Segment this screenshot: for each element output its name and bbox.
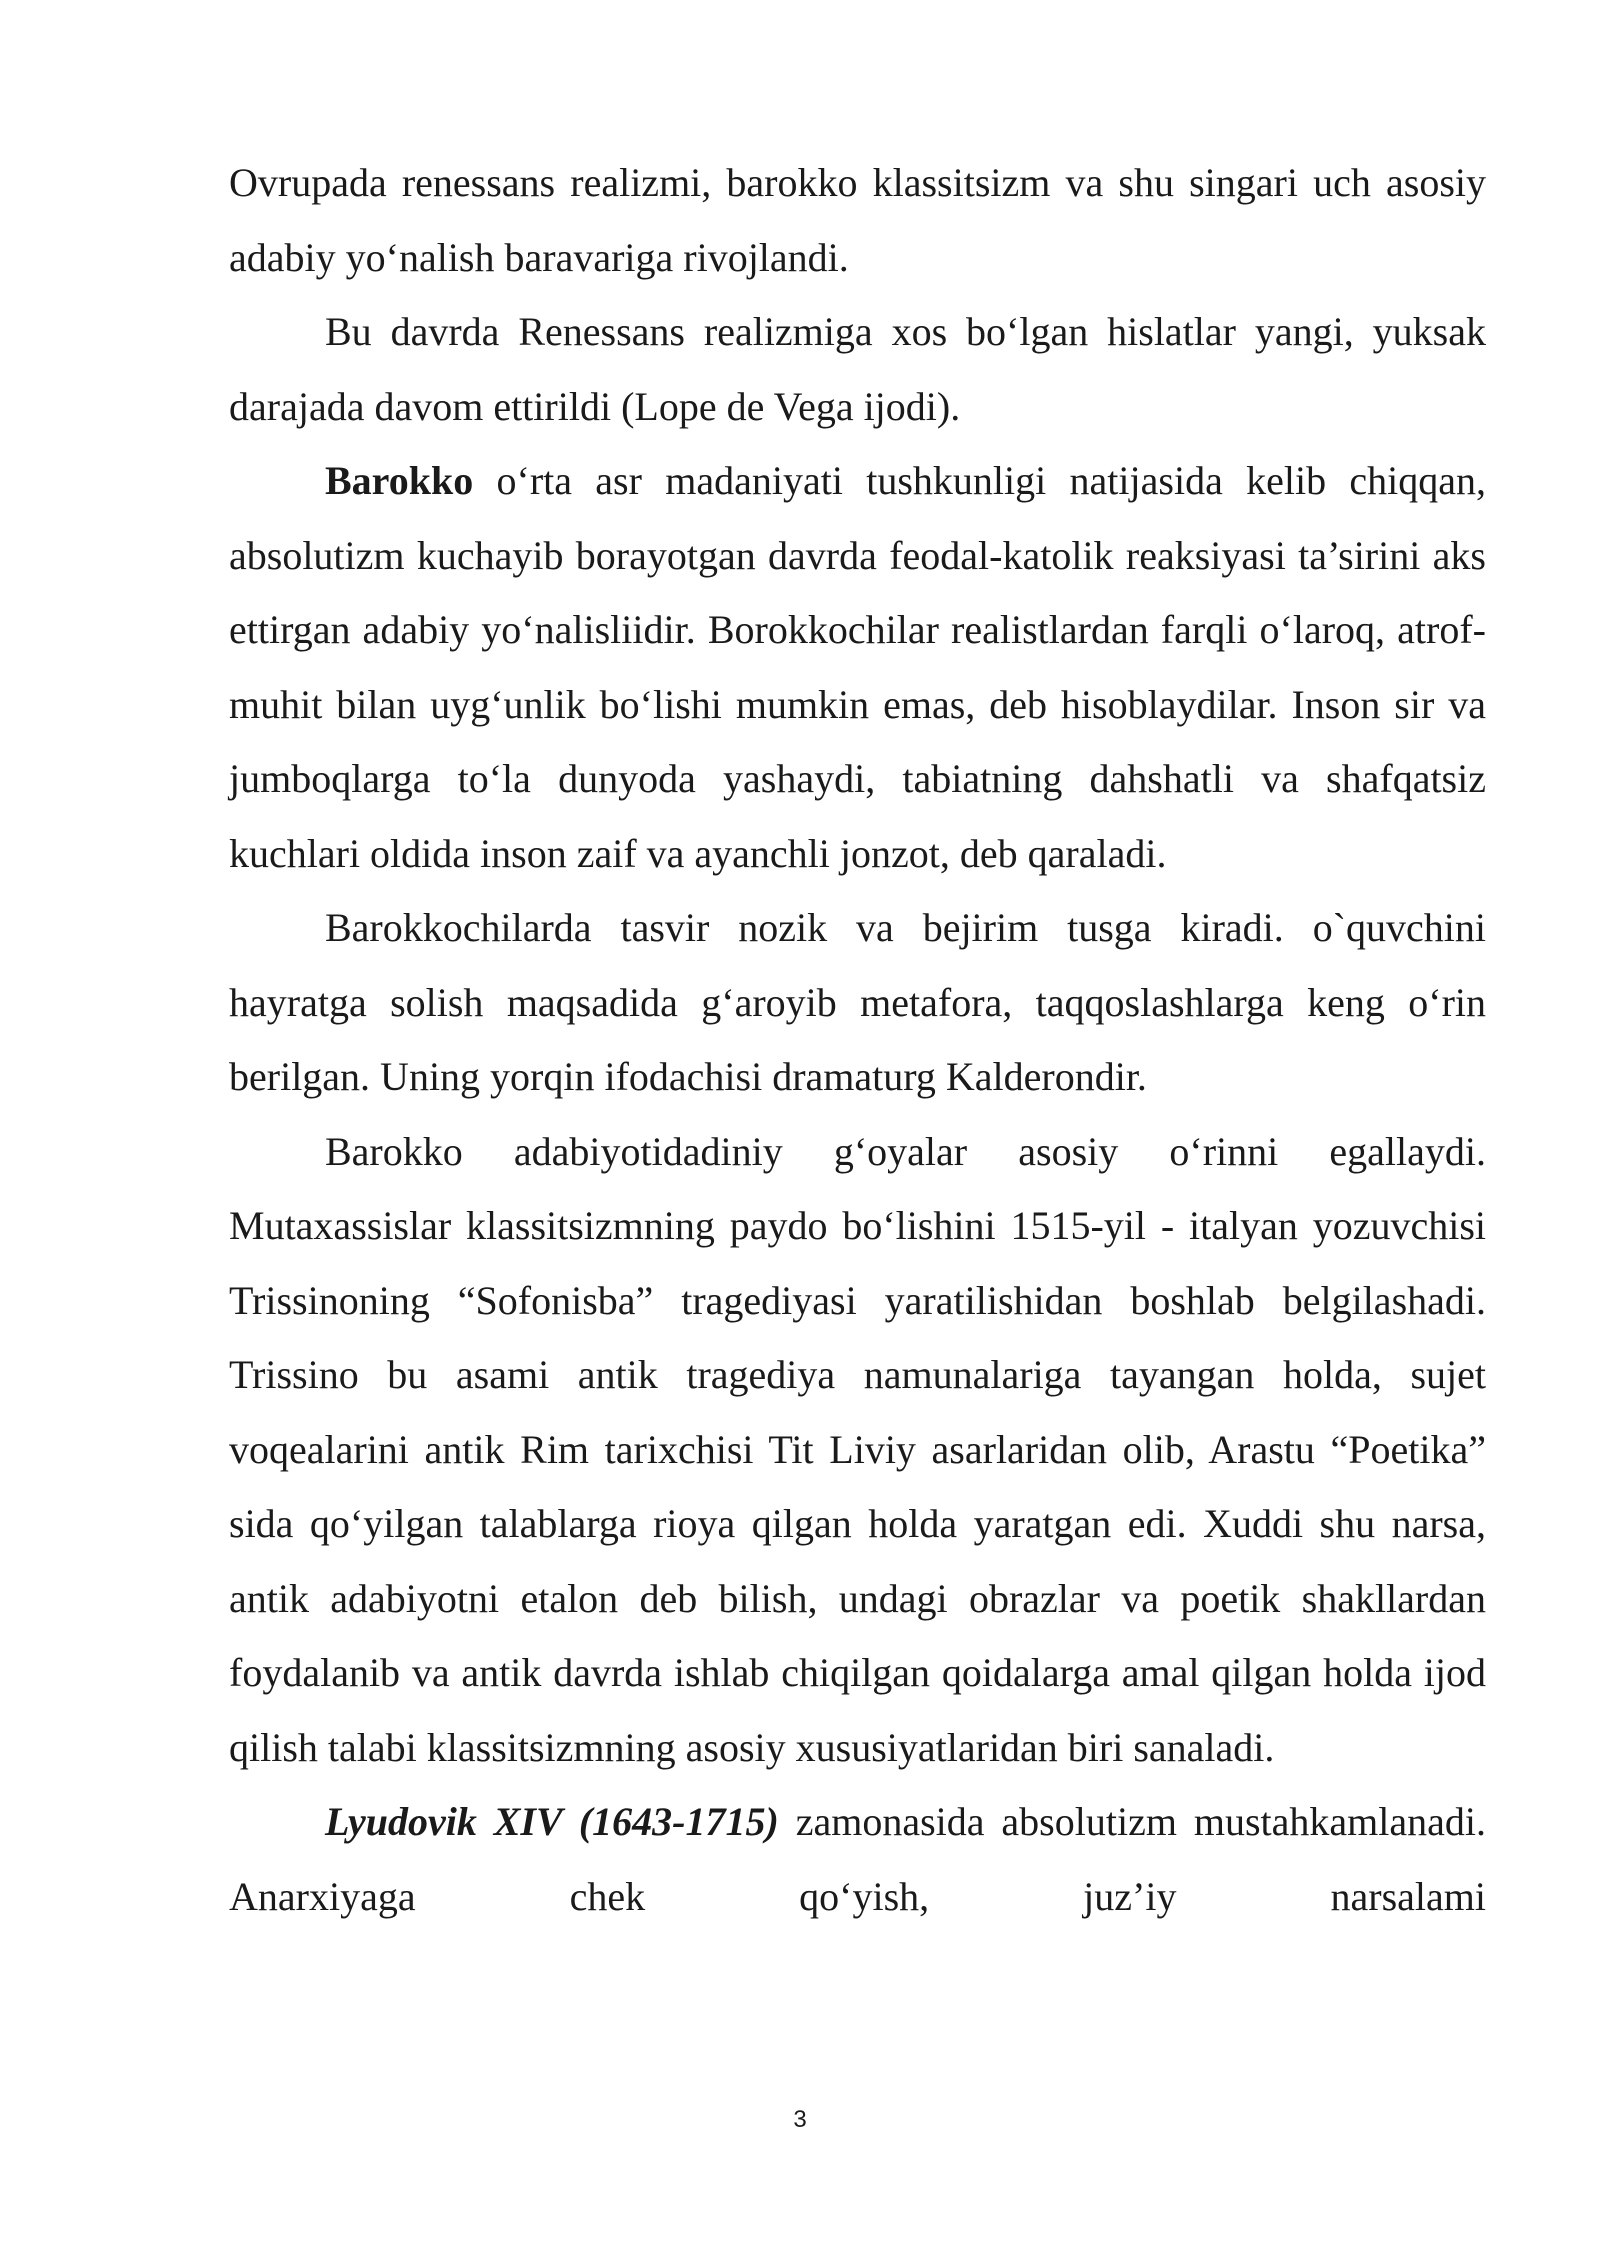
paragraph-6-text: zamonasida absolutizm mustahkamlanadi. Anarxiyaga chek qo‘yish, juz’iy narsalami [229, 1799, 1486, 1919]
paragraph-1-text: Ovrupada renessans realizmi, barokko klassitsizm va shu singari uch asosiy adabiy yo‘nalish baravariga rivojlandi. [229, 160, 1486, 280]
paragraph-6 [229, 1785, 1486, 1934]
paragraph-4 [229, 891, 1486, 1115]
paragraph-2-text: Bu davrda Renessans realizmiga xos bo‘lgan hislatlar yangi, yuksak darajada davom ettirildi (Lope de Vega ijodi). [229, 309, 1486, 429]
paragraph-1 [229, 146, 1486, 295]
paragraph-3 [229, 444, 1486, 891]
paragraph-5 [229, 1115, 1486, 1786]
paragraph-6-lead-term: Lyudovik XIV (1643-1715) [325, 1799, 779, 1844]
paragraph-4-text: Barokkochilarda tasvir nozik va bejirim tusga kiradi. o`quvchini hayratga solish maqsadida g‘aroyib metafora, taqqoslashlarga keng o‘rin berilgan. Uning yorqin ifodachisi dramaturg Kalderondir. [229, 905, 1486, 1099]
paragraph-5-text: Barokko adabiyotidadiniy g‘oyalar asosiy o‘rinni egallaydi. Mutaxassislar klassitsizmning paydo bo‘lishini 1515-yil - italyan yozuvchisi Trissinoning “Sofonisba” tragediyasi yaratilishidan boshlab belgilashadi. Trissino bu asami antik tragediya namunalariga tayangan holda, sujet voqealarini antik Rim tarixchisi Tit Liviy asarlaridan olib, Arastu “Poetika” sida qo‘yilgan talablarga rioya qilgan holda yaratgan edi. Xuddi shu narsa, antik adabiyotni etalon deb bilish, undagi obrazlar va poetik shakllardan foydalanib va antik davrda ishlab chiqilgan qoidalarga amal qilgan holda ijod qilish talabi klassitsizmning asosiy xususiyatlaridan biri sanaladi. [229, 1128, 1486, 1770]
paragraph-2 [229, 295, 1486, 444]
document-body [229, 146, 1486, 1934]
paragraph-3-text: o‘rta asr madaniyati tushkunligi natijasida kelib chiqqan, absolutizm kuchayib borayotgan davrda feodal-katolik reaksiyasi ta’sirini aks ettirgan adabiy yo‘nalisliidir. Borokkochilar realistlardan farqli o‘laroq, atrof-muhit bilan uyg‘unlik bo‘lishi mumkin emas, deb hisoblaydilar. Inson sir va jumboqlarga to‘la dunyoda yashaydi, tabiatning dahshatli va shafqatsiz kuchlari oldida inson zaif va ayanchli jonzot, deb qaraladi. [229, 458, 1486, 876]
page-number: 3 [793, 2106, 807, 2133]
paragraph-3-lead-term: Barokko [325, 458, 474, 503]
